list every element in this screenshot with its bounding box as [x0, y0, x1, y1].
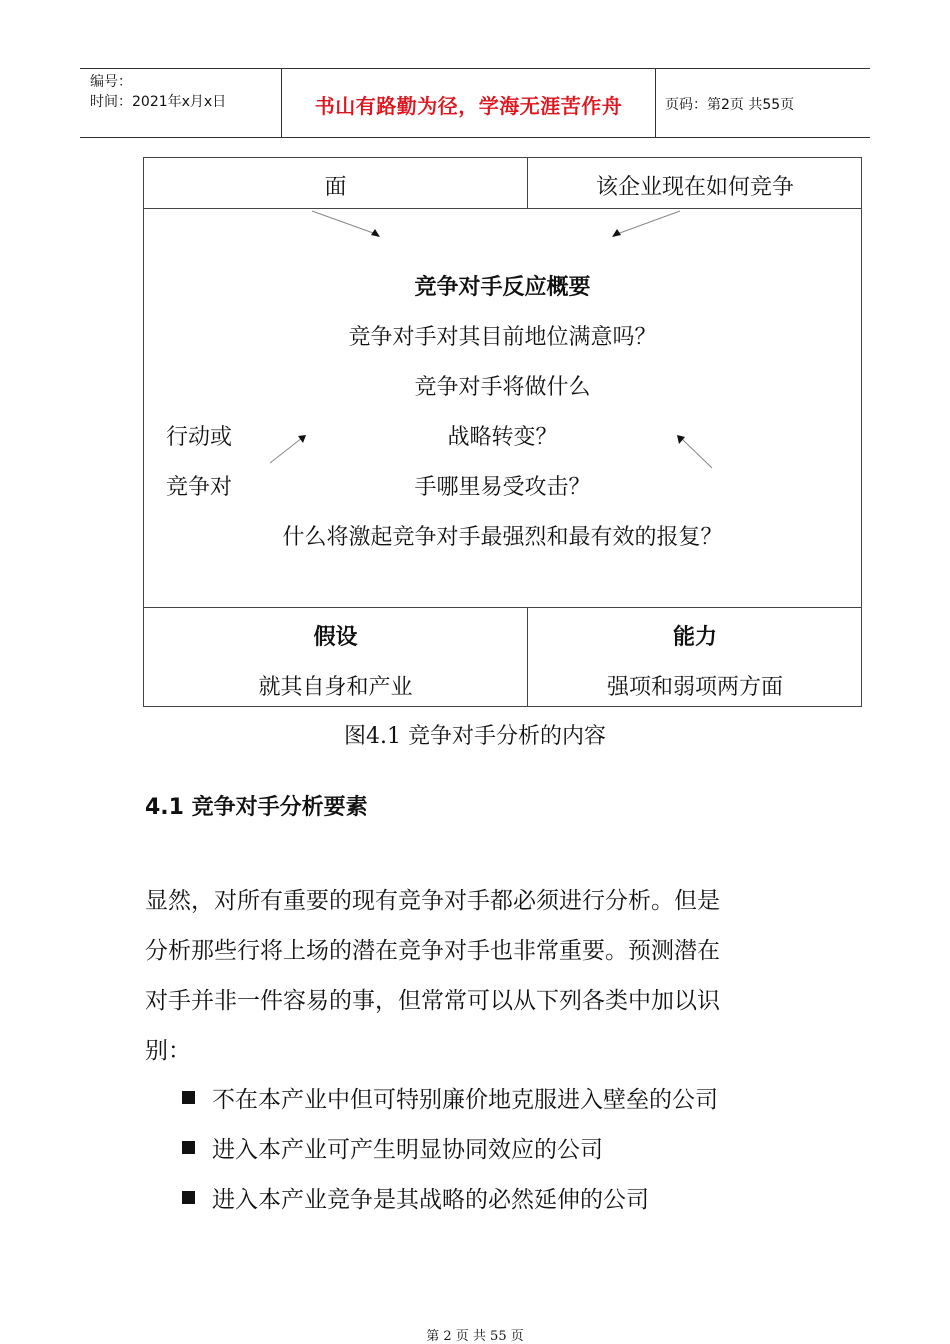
diagram-capabilities-text: 强项和弱项两方面: [606, 675, 783, 700]
header-page-info: 页码：第2页 共55页: [665, 97, 795, 113]
diagram-left-text-1: 行动或: [166, 425, 233, 450]
paragraph-line: 对手并非一件容易的事，但常常可以从下列各类中加以识: [145, 988, 720, 1014]
section-heading: 4.1 竞争对手分析要素: [145, 795, 368, 820]
page-footer: 第 2 页 共 55 页: [426, 1329, 524, 1344]
list-item: [182, 1131, 603, 1164]
diagram-left-text-2: 竞争对: [166, 475, 233, 500]
diagram-assumptions-title: 假设: [313, 625, 358, 650]
diagram-question-1: 竞争对手对其目前地位满意吗？: [348, 325, 657, 350]
diagram-question-4: 手哪里易受攻击？: [414, 475, 591, 500]
diagram-question-2: 竞争对手将做什么: [414, 375, 591, 400]
header-page-cell: [656, 69, 870, 137]
paragraph-line: 分析那些行将上场的潜在竞争对手也非常重要。预测潜在: [145, 938, 720, 964]
arrow-line-top-right: [617, 211, 680, 234]
square-bullet-icon: [182, 1091, 195, 1104]
list-item-text: 进入本产业可产生明显协同效应的公司: [212, 1137, 603, 1163]
diagram-summary-title: 竞争对手反应概要: [414, 275, 591, 300]
document-header: [80, 68, 870, 138]
diagram-question-3: 战略转变？: [447, 425, 558, 450]
square-bullet-icon: [182, 1141, 195, 1154]
list-item: [182, 1081, 718, 1114]
list-item: [182, 1181, 649, 1214]
header-motto: 书山有路勤为径，学海无涯苦作舟: [314, 94, 623, 118]
diagram-assumptions-text: 就其自身和产业: [258, 675, 413, 700]
diagram-top-right-text: 该企业现在如何竞争: [595, 175, 794, 200]
document-number-label: 编号：: [90, 74, 132, 90]
arrowhead-top-left: [371, 229, 380, 237]
diagram-capabilities-title: 能力: [672, 625, 717, 650]
header-motto-cell: [281, 69, 656, 137]
list-item-text: 进入本产业竞争是其战略的必然延伸的公司: [212, 1187, 649, 1213]
document-time-label: 时间：2021年x月x日: [90, 94, 227, 110]
diagram-question-5: 什么将激起竞争对手最强烈和最有效的报复？: [282, 525, 723, 550]
paragraph-line: 别：: [145, 1038, 191, 1064]
figure-caption: 图4.1 竞争对手分析的内容: [344, 724, 606, 749]
arrow-line-top-left: [312, 211, 376, 234]
competitor-analysis-diagram: [143, 157, 862, 707]
list-item-text: 不在本产业中但可特别廉价地克服进入壁垒的公司: [212, 1087, 718, 1113]
square-bullet-icon: [182, 1191, 195, 1204]
diagram-top-left-text: 面: [324, 175, 347, 200]
arrowhead-top-right: [612, 229, 621, 237]
header-meta-cell: [80, 69, 281, 137]
paragraph-line: 显然，对所有重要的现有竞争对手都必须进行分析。但是: [145, 888, 720, 914]
